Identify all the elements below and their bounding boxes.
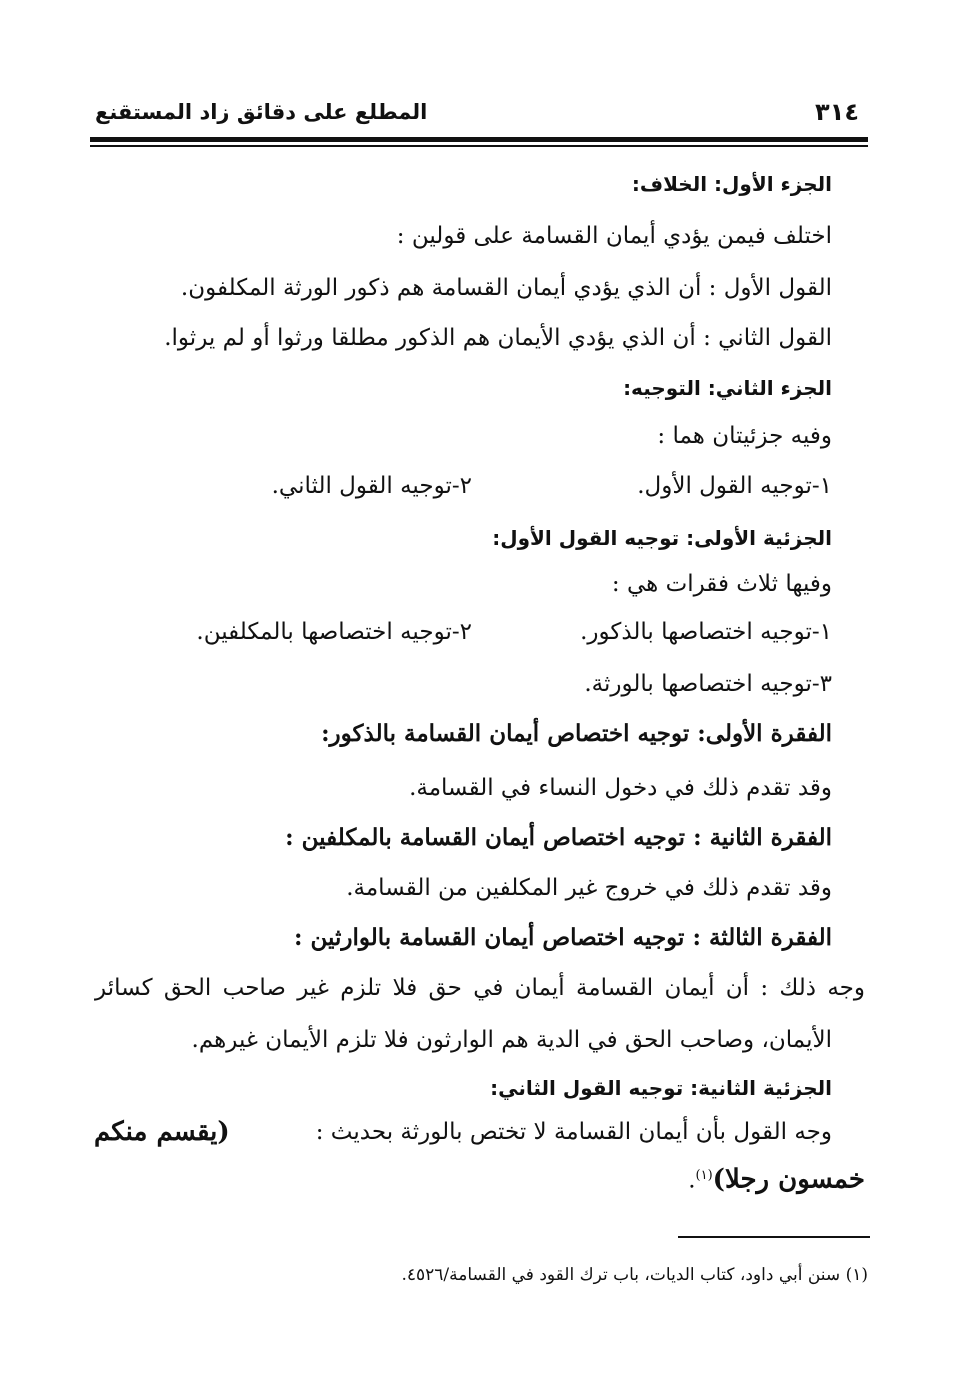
hadith-quote-end: خمسون رجلا) xyxy=(712,1164,865,1195)
part2-item-2: ٢-توجيه القول الثاني. xyxy=(271,473,472,499)
subpart1-heading: الجزئية الأولى: توجيه القول الأول: xyxy=(492,526,832,550)
hadith-quote-start: (يقسم منكم xyxy=(94,1117,230,1147)
subpart1-item-2: ٢-توجيه اختصاصها بالمكلفين. xyxy=(196,619,472,645)
subpart2-text-line2 xyxy=(688,1160,865,1197)
paragraph3-text-line1: وجه ذلك : أن أيمان القسامة أيمان في حق فلا تلزم غير صاحب الحق كسائر xyxy=(95,975,865,1001)
running-title: المطلع على دقائق زاد المستقنع xyxy=(95,100,428,124)
page-header xyxy=(95,96,863,136)
subpart2-text-plain: وجه القول بأن أيمان القسامة لا تختص بالورثة بحديث : xyxy=(315,1119,832,1145)
sentence-end: . xyxy=(688,1167,696,1194)
subpart1-item-1: ١-توجيه اختصاصها بالذكور. xyxy=(580,619,832,645)
header-rule-thin xyxy=(90,145,868,147)
part1-intro: اختلف فيمن يؤدي أيمان القسامة على قولين : xyxy=(396,223,832,249)
paragraph3-heading: الفقرة الثالثة : توجيه اختصاص أيمان القسامة بالوارثين : xyxy=(294,924,832,951)
footnote-separator xyxy=(678,1236,870,1238)
header-rule-thick xyxy=(90,137,868,142)
opinion-2: القول الثاني : أن الذي يؤدي الأيمان هم الذكور مطلقا ورثوا أو لم يرثوا. xyxy=(164,325,832,351)
paragraph1-text: وقد تقدم ذلك في دخول النساء في القسامة. xyxy=(409,775,832,801)
part2-item-1: ١-توجيه القول الأول. xyxy=(637,473,832,499)
subpart2-heading: الجزئية الثانية: توجيه القول الثاني: xyxy=(490,1076,832,1100)
paragraph1-heading: الفقرة الأولى: توجيه اختصاص أيمان القسامة بالذكور: xyxy=(321,720,832,747)
paragraph2-heading: الفقرة الثانية : توجيه اختصاص أيمان القسامة بالمكلفين : xyxy=(285,824,832,851)
part1-heading: الجزء الأول: الخلاف: xyxy=(631,172,832,196)
paragraph2-text: وقد تقدم ذلك في خروج غير المكلفين من القسامة. xyxy=(346,875,832,901)
page-number: ٣١٤ xyxy=(815,98,859,126)
footnote-reference: (١) xyxy=(695,1168,713,1183)
paragraph3-text-line2: الأيمان، وصاحب الحق في الدية هم الوارثون فلا تلزم الأيمان غيرهم. xyxy=(191,1027,832,1053)
subpart1-item-3: ٣-توجيه اختصاصها بالورثة. xyxy=(584,671,832,697)
subpart2-text-line1 xyxy=(94,1116,832,1148)
footnote: (١) سنن أبي داود، كتاب الديات، باب ترك القود في القسامة/٤٥٢٦. xyxy=(401,1265,868,1285)
opinion-1: القول الأول : أن الذي يؤدي أيمان القسامة هم ذكور الورثة المكلفون. xyxy=(180,275,832,301)
part2-heading: الجزء الثاني: التوجيه: xyxy=(623,376,832,400)
subpart1-intro: وفيها ثلاث فقرات هي : xyxy=(611,571,832,597)
part2-intro: وفيه جزئيتان هما : xyxy=(657,423,832,449)
